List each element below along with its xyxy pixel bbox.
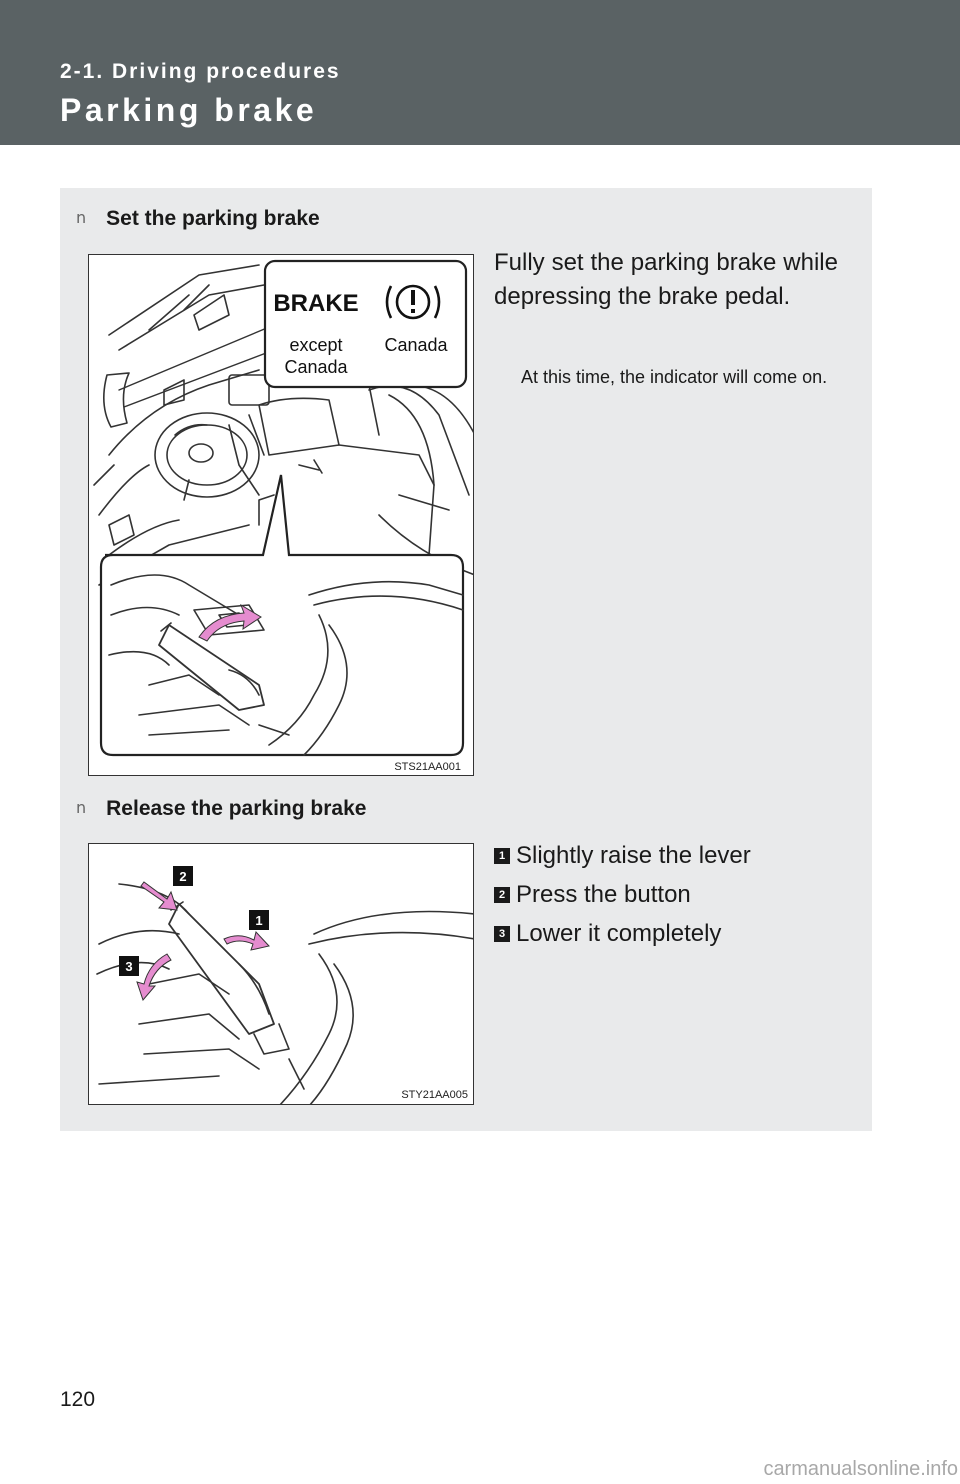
lever-release-drawing [89,844,474,1105]
set-brake-illustration [88,254,474,776]
step-marker-1-icon [249,910,269,930]
watermark: carmanualsonline.info [763,1458,958,1480]
step-number-icon: 3 [494,926,510,942]
step-text: Slightly raise the lever [516,841,751,869]
canada-label-left: Canada [284,357,348,377]
section-label: 2-1. Driving procedures [60,60,341,83]
step-item [494,914,751,953]
figure-code-1: STS21AA001 [394,761,461,773]
svg-text:3: 3 [125,959,133,974]
set-brake-heading [76,207,320,231]
canada-label-right: Canada [384,335,448,355]
heading-bullet: n [76,798,87,817]
press-button-arrow-icon [141,882,177,910]
indicator-note: At this time, the indicator will come on. [521,367,828,387]
release-steps-list [494,836,751,953]
step-item [494,836,751,875]
release-brake-illustration [88,843,474,1105]
page-title: Parking brake [60,92,318,128]
raise-lever-arrow-icon [224,932,269,950]
brake-indicator-text: BRAKE [273,290,359,317]
step-marker-3-icon [119,956,139,976]
step-text: Press the button [516,880,691,908]
step-item [494,875,751,914]
set-brake-heading-text: Set the parking brake [106,207,320,230]
set-brake-instructions: Fully set the parking brake while depressing the brake pedal. [494,249,838,310]
page-number: 120 [60,1388,96,1411]
figure-code-2: STY21AA005 [401,1089,468,1101]
svg-text:1: 1 [255,913,263,928]
lower-lever-arrow-icon [137,954,171,1000]
step-number-icon: 2 [494,887,510,903]
step-text: Lower it completely [516,919,722,947]
page-header [0,0,960,145]
release-brake-heading-text: Release the parking brake [106,797,367,820]
step-marker-2-icon [173,866,193,886]
except-label: except [289,335,343,355]
step-number-icon: 1 [494,848,510,864]
heading-bullet: n [76,208,87,227]
car-interior-drawing [89,255,474,776]
release-brake-heading [76,797,366,821]
svg-text:2: 2 [179,869,187,884]
